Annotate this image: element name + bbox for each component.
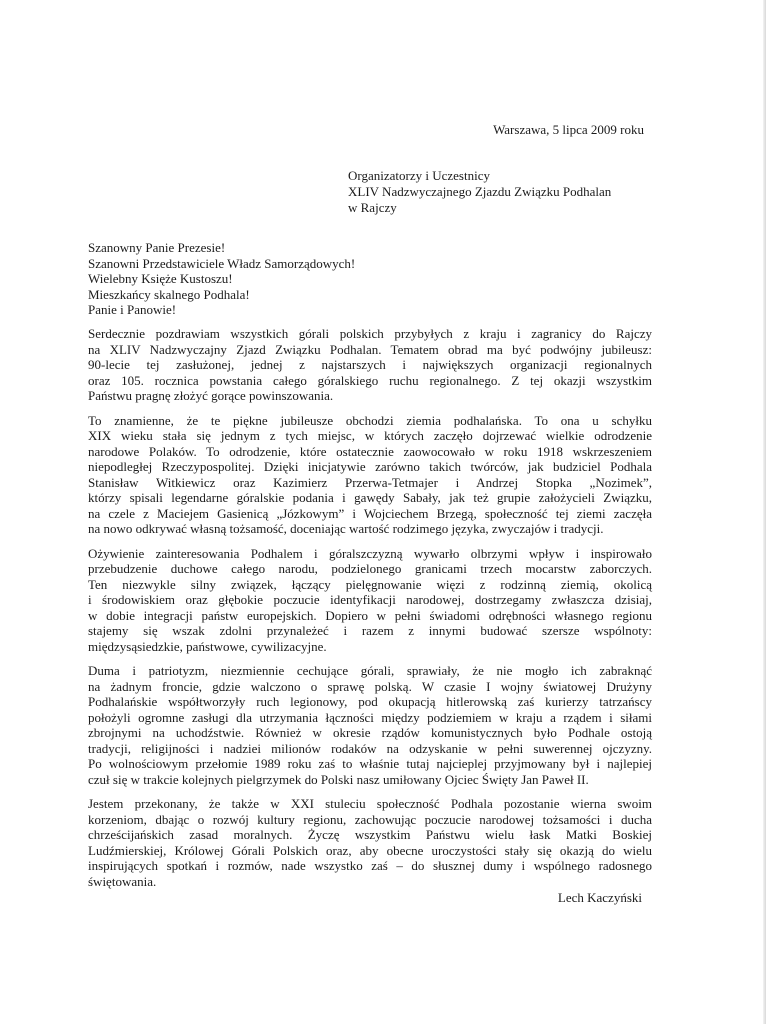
paragraph-line: Ludźmierskiej, Królowej Górali Polskich oraz, aby obecne uroczystości stały się okazją do wielu [88, 842, 652, 858]
paragraph-line: położyli ogromne zasługi dla utrzymania łączności między podziemiem w kraju a rządem i siłami [88, 709, 652, 725]
body-paragraph [88, 663, 652, 787]
paragraph-line: inspirujących spotkań i rozmów, nade wszystko zaś – do słusznej dumy i wspólnego radosnego [88, 858, 652, 873]
letter-body [88, 326, 652, 898]
body-paragraph [88, 796, 652, 889]
paragraph-line: Po wolnościowym przełomie 1989 roku zaś to właśnie tutaj najcieplej przyjmowany był i najlepiej [88, 756, 652, 771]
paragraph-line: To znamienne, że te piękne jubileusze obchodzi ziemia podhalańska. To ona u schyłku [88, 412, 652, 428]
salutation-line: Panie i Panowie! [88, 302, 177, 318]
paragraph-line: Duma i patriotyzm, niezmiennie cechujące górali, sprawiały, że nie mogło ich zabraknąć [88, 663, 652, 678]
paragraph-line: na XLIV Nadzwyczajny Zjazd Związku Podhalan. Tematem obrad ma być podwójny jubileusz: [88, 341, 652, 357]
salutation-block [88, 240, 355, 318]
paragraph-line: na żadnym froncie, gdzie walczono o sprawę polską. W czasie I wojny światowej Drużyny [88, 678, 652, 694]
addressee-line: XLIV Nadzwyczajnego Zjazdu Związku Podhalan [348, 184, 612, 199]
paragraph-line: na nowo odkrywać własną tożsamość, doceniając wartość rodzimego języka, zwyczajów i tradycji. [88, 521, 604, 536]
addressee-line: w Rajczy [348, 200, 397, 215]
signature: Lech Kaczyński [557, 890, 642, 905]
paragraph-line: 90-lecie tej zasłużonej, jednej z najstarszych i największych organizacji regionalnych [88, 357, 652, 372]
paragraph-line: w dobie integracji państw europejskich. Dopiero w pełni świadomi odrębności własnego regionu [88, 607, 652, 623]
paragraph-line: narodowe Polaków. To odrodzenie, które ostatecznie zaowocowało w roku 1918 wskrzeszeniem [88, 443, 652, 459]
salutation-line: Wielebny Księże Kustoszu! [88, 271, 233, 287]
salutation-line: Szanowny Panie Prezesie! [88, 240, 226, 255]
body-paragraph [88, 326, 652, 404]
paragraph-line: świętowania. [88, 873, 157, 889]
paragraph-line: Serdecznie pozdrawiam wszystkich górali polskich przybyłych z kraju i zagranicy do Rajczy [88, 326, 652, 341]
paragraph-line: oraz 105. rocznica powstania całego góralskiego ruchu regionalnego. Z tej okazji wszystkim [88, 372, 652, 388]
salutation-line: Mieszkańcy skalnego Podhala! [88, 286, 250, 302]
paragraph-line: zbrojnymi na uchodźstwie. Również w okresie rządów komunistycznych było Podhale ostoją [88, 725, 652, 740]
paragraph-line: międzysąsiedzkie, państwowe, cywilizacyjne. [88, 638, 327, 654]
body-paragraph [88, 546, 652, 655]
paragraph-line: chrześcijańskich zasad moralnych. Życzę wszystkim Państwu wielu łask Matki Boskiej [88, 827, 652, 842]
paragraph-line: Ten niezwykle silny związek, łączący pielęgnowanie więzi z rodzinną ziemią, okolicą [88, 576, 652, 592]
paragraph-line: niepodległej Rzeczypospolitej. Dzięki inicjatywie zarówno takich twórców, jak budziciel Podhala [88, 459, 652, 474]
paragraph-line: którzy spisali legendarne góralskie podania i gawędy Sabały, jak też grupie założycieli Związku, [88, 490, 652, 505]
paragraph-line: Podhalańskie współtworzyły ruch legionowy, pod okupacją hitlerowską zaś kurierzy tatrzańscy [88, 694, 652, 709]
paragraph-line: Państwu pragnę złożyć gorące powinszowania. [88, 388, 334, 403]
paragraph-line: czuł się w trakcie kolejnych pielgrzymek do Polski nasz umiłowany Ojciec Święty Jan Paweł II. [88, 771, 589, 787]
paragraph-line: na czele z Maciejem Gasienicą „Józkowym” i Wojciechem Brzegą, społeczność tej ziemi zaczęła [88, 505, 652, 521]
salutation-line: Szanowni Przedstawiciele Władz Samorządowych! [88, 255, 356, 271]
paragraph-line: przebudzenie duchowe całego narodu, podzielonego granicami trzech mocarstw zaborczych. [88, 561, 652, 576]
date-line: Warszawa, 5 lipca 2009 roku [493, 122, 644, 137]
paragraph-line: stajemy się wszak zdolni przynależeć i razem z innymi budować szersze wspólnoty: [88, 623, 652, 638]
paragraph-line: Stanisław Witkiewicz oraz Kazimierz Przerwa-Tetmajer i Andrzej Stopka „Nozimek”, [88, 474, 652, 490]
paragraph-line: Ożywienie zainteresowania Podhalem i góralszczyzną wywarło olbrzymi wpływ i inspirowało [88, 545, 652, 561]
addressee-block [348, 168, 611, 216]
paragraph-line: tradycji, religijności i nadziei milionów rodaków na odzyskanie w pełni suwerennej ojczyzny. [88, 740, 652, 756]
paragraph-line: korzeniom, dbając o rozwój kultury regionu, zachowując poczucie narodowej tożsamości i ducha [88, 811, 652, 827]
paragraph-line: i środowiskiem oraz głębokie poczucie identyfikacji narodowej, dostrzegamy zwłaszcza dzisiaj, [88, 592, 652, 607]
body-paragraph [88, 413, 652, 537]
paragraph-line: XIX wieku stała się jednym z tych miejsc, w których zaczęło dojrzewać wielkie odrodzenie [88, 428, 652, 443]
addressee-line: Organizatorzy i Uczestnicy [348, 168, 490, 183]
paragraph-line: Jestem przekonany, że także w XXI stuleciu społeczność Podhala pozostanie wierna swoim [88, 796, 652, 811]
